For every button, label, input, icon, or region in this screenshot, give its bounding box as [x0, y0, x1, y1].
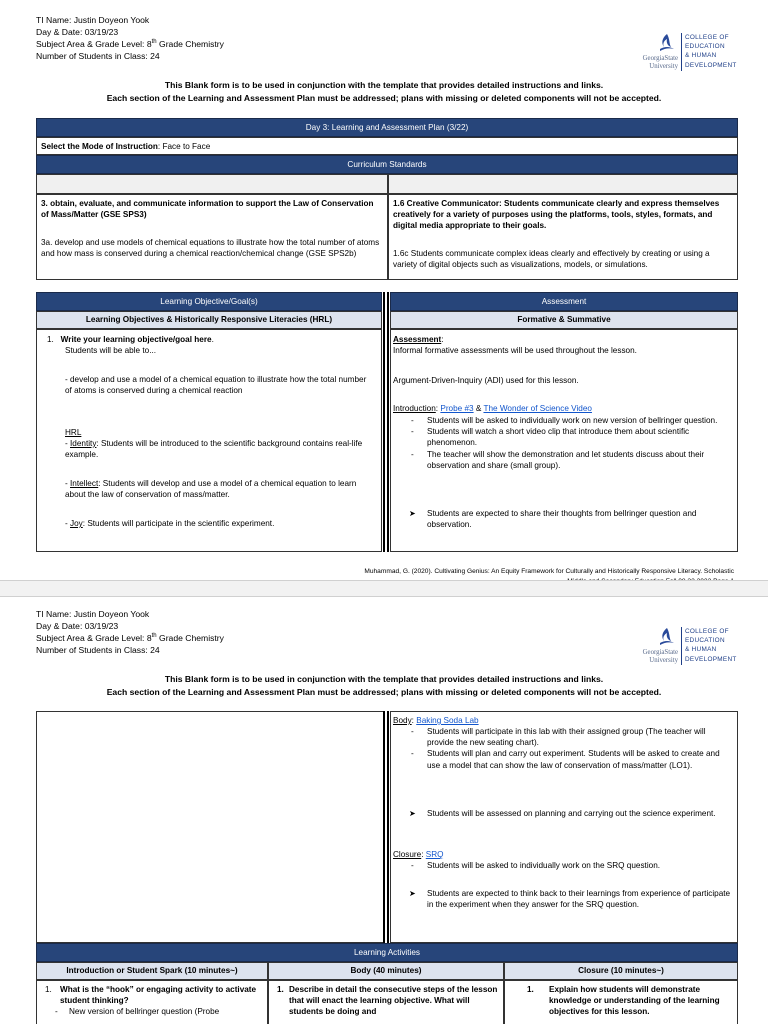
col-body-header: Body (40 minutes): [268, 962, 504, 980]
col-closure-cell: [504, 980, 738, 1024]
closure-question: 1. Explain how students will demonstrate knowledge or understanding of the learning objectives for this lesson.: [527, 985, 720, 1017]
college-name: COLLEGE OF EDUCATION & HUMAN DEVELOPMENT: [685, 628, 737, 663]
learning-activities-bar: Learning Activities: [36, 943, 738, 962]
introduction-expect-list: [391, 508, 731, 530]
assessment-bar: Assessment: [390, 292, 738, 311]
list-item: - Students will watch a short video clip that introduce them about scientific phenomenon.: [391, 426, 731, 448]
srq-link[interactable]: SRQ: [425, 850, 444, 859]
introduction-list: [391, 415, 731, 471]
col-intro-header: Introduction or Student Spark (10 minutes~): [36, 962, 268, 980]
informal-text: Informal formative assessments will be used throughout the lesson.: [393, 346, 637, 355]
body-question: 1. Describe in detail the consecutive steps of the lesson that will enact the learning objective. What will students be doing and: [277, 985, 498, 1017]
column-divider: [383, 292, 385, 552]
standard-left-cell: [36, 194, 388, 280]
day-date: Day & Date: 03/19/23: [36, 27, 119, 37]
body-list: [391, 726, 731, 771]
objectives-cell: [36, 329, 382, 552]
assessment-cell-continued: [390, 711, 738, 943]
assessment-label: Assessment:: [393, 335, 444, 344]
closure-list: [391, 860, 731, 871]
hrl-intellect: - Intellect: Students will develop and use a model of a chemical equation to learn about the law of conservation of mass/matter.: [65, 479, 357, 500]
column-divider: [383, 711, 385, 943]
list-item: - Students will be asked to individually work on new version of bellringer question.: [391, 415, 731, 426]
instructions-line-2: Each section of the Learning and Assessment Plan must be addressed; plans with missing or deleted components will not be accepted.: [106, 687, 662, 697]
list-item: - The teacher will show the demonstration and let students discuss about their observation and share (small group).: [391, 449, 731, 471]
standard-left-body: 3a. develop and use models of chemical equations to illustrate how the total number of atoms and how mass is conserved during a chemical reaction/chemical change (GSE SPS2b): [41, 238, 380, 259]
assessment-subheader: Formative & Summative: [390, 311, 738, 329]
col-intro-cell: [36, 980, 268, 1024]
page-separator: [0, 580, 768, 597]
num-students: Number of Students in Class: 24: [36, 51, 160, 61]
list-item: - Students will plan and carry out experiment. Students will be asked to create and use a model that can show the law of conservation of mass/matter (LO1).: [391, 748, 731, 770]
body-line: Body: Baking Soda Lab: [393, 716, 479, 725]
list-item: - Students will participate in this lab with their assigned group (The teacher will provide the new seating chart).: [391, 726, 731, 748]
subject-area: Subject Area & Grade Level: 8th Grade Chemistry: [36, 39, 224, 49]
instructions-line-1: This Blank form is to be used in conjunction with the template that provides detailed instructions and links.: [164, 674, 604, 684]
instructions-line-2: Each section of the Learning and Assessment Plan must be addressed; plans with missing or deleted components will not be accepted.: [106, 93, 662, 103]
num-students: Number of Students in Class: 24: [36, 645, 160, 655]
objectives-cell-continued: [36, 711, 384, 943]
list-item: ➤ Students are expected to share their thoughts from bellringer question and observation.: [391, 508, 731, 530]
intro-question: 1. What is the “hook” or engaging activity to activate student thinking?: [45, 985, 257, 1006]
wonder-video-link[interactable]: The Wonder of Science Video: [483, 404, 592, 413]
gsu-wordmark: GeorgiaState University: [642, 55, 678, 70]
standard-right-cell: [388, 194, 738, 280]
learning-objective-bar: Learning Objective/Goal(s): [36, 292, 382, 311]
column-divider-2: [387, 711, 389, 943]
lesson-header-2: [36, 608, 224, 656]
gsu-wordmark: GeorgiaState University: [642, 649, 678, 664]
document-page-2: [0, 597, 768, 1024]
closure-expect-list: [391, 888, 731, 910]
closure-line: Closure: SRQ: [393, 850, 444, 859]
day-date: Day & Date: 03/19/23: [36, 621, 119, 631]
flame-icon: [656, 33, 678, 55]
able-text: Students will be able to...: [65, 346, 157, 355]
college-name: COLLEGE OF EDUCATION & HUMAN DEVELOPMENT: [685, 34, 737, 69]
intro-item: - New version of bellringer question (Probe: [55, 1007, 220, 1017]
page-footer: Muhammad, G. (2020). Cultivating Genius: An Equity Framework for Culturally and Historically Responsive Literacy. Scholastic: [364, 568, 734, 575]
standard-right-body: 1.6c Students communicate complex ideas clearly and effectively by creating or using a variety of digital objects such as visualizations, models, or simulations.: [393, 249, 710, 270]
baking-soda-lab-link[interactable]: Baking Soda Lab: [416, 716, 479, 725]
col-body-cell: [268, 980, 504, 1024]
assessment-cell: [390, 329, 738, 552]
logo-divider: [681, 33, 682, 71]
college-logo-2: [634, 627, 744, 669]
objective-item: 1. Write your learning objective/goal here.: [47, 335, 214, 344]
col-closure-header: Closure (10 minutes~): [504, 962, 738, 980]
plan-title-bar: Day 3: Learning and Assessment Plan (3/22): [36, 118, 738, 137]
standard-right-title: 1.6 Creative Communicator: Students communicate clearly and express themselves creatively for a variety of purposes using the platforms, tools, styles, formats, and digital media appropriate to their goals.: [393, 199, 720, 231]
hrl-label: HRL: [65, 428, 82, 437]
lo-subheader: Learning Objectives & Historically Responsive Literacies (HRL): [36, 311, 382, 329]
body-expect-list: [391, 808, 731, 819]
flame-icon: [656, 627, 678, 649]
mode-row: Select the Mode of Instruction: Face to Face: [36, 137, 738, 155]
column-divider-2: [387, 292, 389, 552]
goal-text: - develop and use a model of a chemical equation to illustrate how the total number of atoms is conserved during a chemical reaction: [65, 375, 367, 396]
curriculum-bar: Curriculum Standards: [36, 155, 738, 174]
subject-area: Subject Area & Grade Level: 8th Grade Chemistry: [36, 633, 224, 643]
blank-cell-left: [36, 174, 388, 194]
logo-divider: [681, 627, 682, 665]
instructions-line-1: This Blank form is to be used in conjunction with the template that provides detailed instructions and links.: [164, 80, 604, 90]
list-item: ➤ Students will be assessed on planning and carrying out the science experiment.: [391, 808, 731, 819]
lesson-header: [36, 14, 224, 62]
list-item: ➤ Students are expected to think back to their learnings from experience of participate in the experiment when they answer for the SRQ question.: [391, 888, 731, 910]
adi-text: Argument-Driven-Inquiry (ADI) used for this lesson.: [393, 376, 579, 385]
standard-left-title: 3. obtain, evaluate, and communicate information to support the Law of Conservation of Mass/Matter (GSE SPS3): [41, 199, 374, 220]
blank-cell-right: [388, 174, 738, 194]
college-logo: [634, 33, 744, 75]
ti-name: TI Name: Justin Doyeon Yook: [36, 15, 150, 25]
list-item: - Students will be asked to individually work on the SRQ question.: [391, 860, 731, 871]
ti-name: TI Name: Justin Doyeon Yook: [36, 609, 150, 619]
probe-link[interactable]: Probe #3: [440, 404, 474, 413]
hrl-joy: - Joy: Students will participate in the scientific experiment.: [65, 519, 275, 528]
hrl-identity: - Identity: Students will be introduced to the scientific background contains real-life example.: [65, 439, 363, 460]
introduction-line: Introduction: Probe #3 & The Wonder of Science Video: [393, 404, 592, 413]
